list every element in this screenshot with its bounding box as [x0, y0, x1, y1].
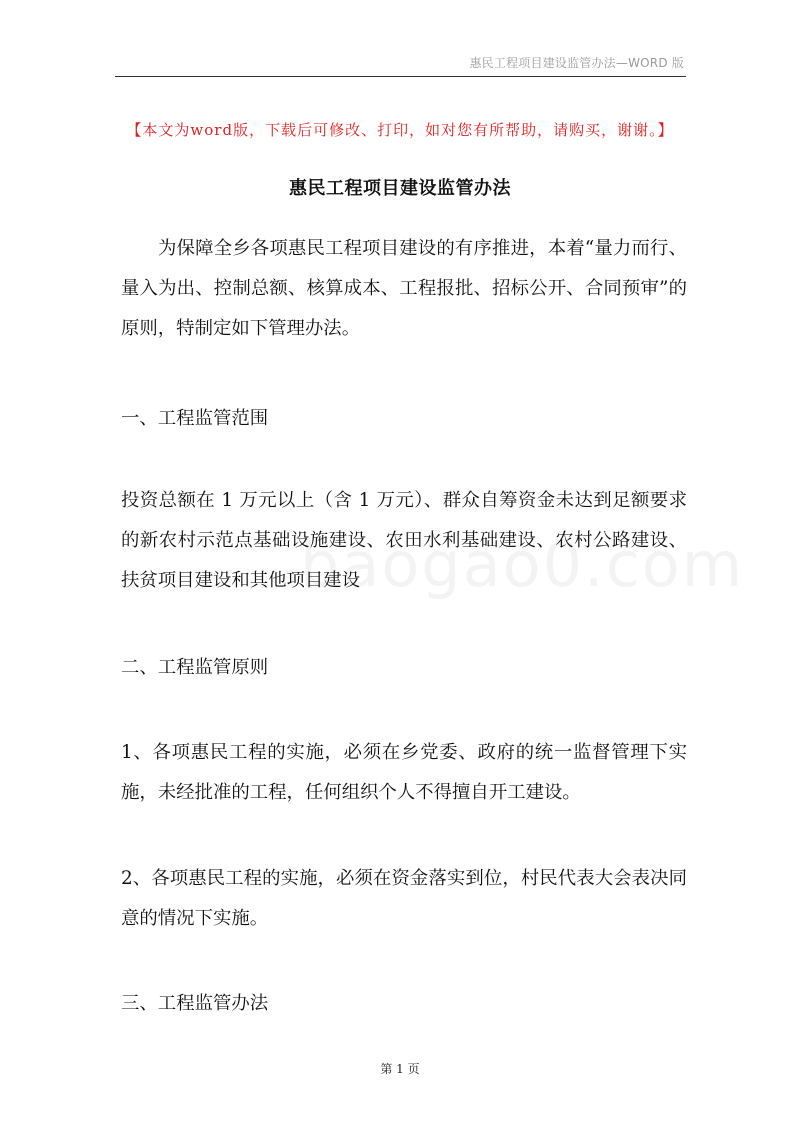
document-title: 惠民工程项目建设监管办法 — [289, 178, 511, 199]
header-divider — [115, 76, 686, 77]
page-number: 第 1 页 — [380, 1062, 420, 1076]
section-heading-methods: 三、工程监管办法 — [121, 993, 269, 1014]
watermark — [300, 528, 744, 601]
scope-paragraph: 投资总额在 1 万元以上（含 1 万元）、群众自筹资金未达到足额要求的新农村示范点基础设施建设、农田水利基础建设、农村公路建设、扶贫项目建设和其他项目建设 — [121, 490, 687, 591]
section-heading-principles: 二、工程监管原则 — [121, 657, 269, 678]
principle-item-1: 1、各项惠民工程的实施，必须在乡党委、政府的统一监督管理下实施，未经批准的工程，任何组织个人不得擅自开工建设。 — [121, 742, 687, 803]
section-heading-scope: 一、工程监管范围 — [121, 408, 269, 429]
intro-paragraph: 为保障全乡各项惠民工程项目建设的有序推进，本着“量力而行、量入为出、控制总额、核算成本、工程报批、招标公开、合同预审”的原则，特制定如下管理办法。 — [121, 238, 687, 339]
principle-item-2: 2、各项惠民工程的实施，必须在资金落实到位，村民代表大会表决同意的情况下实施。 — [121, 868, 687, 929]
running-header: 惠民工程项目建设监管办法—WORD 版 — [469, 56, 684, 70]
purchase-notice: 【本文为word版，下载后可修改、打印，如对您有所帮助，请购买，谢谢。】 — [126, 121, 674, 139]
